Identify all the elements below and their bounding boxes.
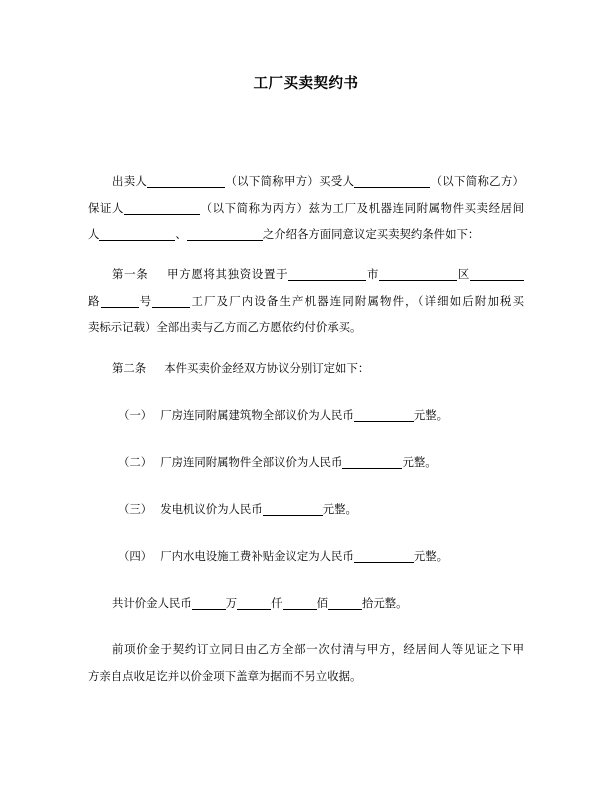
seller-blank[interactable] [147,174,225,188]
item-suffix: 元整。 [413,408,449,422]
item-text: 厂房连同附属物件全部议价为人民币 [160,455,343,469]
total-label: 共计价金人民币 [112,596,192,610]
broker-label: 人 [88,227,100,241]
item-text: 厂房连同附属建筑物全部议价为人民币 [160,408,354,422]
item-number: （三） [118,502,153,516]
price-item-4-line [88,543,524,570]
page-title: 工厂买卖契约书 [253,76,359,92]
article-1-line-3: 卖标示记载）全部出卖与乙方而乙方愿依约付价承买。 [88,320,362,334]
article-1-line-2 [88,288,524,315]
price-item-3 [88,496,524,523]
price-item-2 [88,449,524,476]
article-1-label: 第一条 [112,267,149,281]
district-blank[interactable] [379,267,457,281]
price-item-2-line [88,449,524,476]
guarantor-blank[interactable] [124,201,200,215]
item-suffix: 元整。 [413,549,449,563]
qian-blank[interactable] [237,596,271,610]
payment-line-2: 方亲自点收足讫并以价金项下盖章为据而不另立收据。 [88,668,362,683]
article-1-text: 甲方愿将其独资设置于 [166,267,289,281]
item-2-amount-blank[interactable] [342,455,402,469]
city-blank[interactable] [288,267,366,281]
wan-label: 万 [225,596,238,610]
broker-blank-2[interactable] [187,227,263,241]
number-label: 号 [138,293,153,308]
preamble-line-3 [88,221,524,248]
price-item-1 [88,402,524,429]
article-2-text: 本件买卖价金经双方协议分别订定如下： [164,361,370,375]
article-2 [88,355,524,382]
number-blank[interactable] [152,294,190,308]
payment-line-1: 前项价金于契约订立同日由乙方全部一次付清与甲方，经居间人等见证之下甲 [112,642,524,656]
bai-label: 佰 [316,596,328,610]
preamble [88,168,524,248]
item-4-amount-blank[interactable] [354,549,414,563]
article-2-label: 第二条 [112,361,147,375]
shi-label: 拾元整。 [361,596,408,610]
total-price [88,590,524,617]
article-1 [88,261,524,341]
article-2-line [88,355,524,382]
city-label: 市 [366,267,380,281]
preamble-line-1 [88,168,524,195]
item-suffix: 元整。 [322,502,357,516]
guarantor-label: 保证人 [88,200,124,215]
broker-blank-1[interactable] [99,227,175,241]
item-number: （一） [118,408,153,422]
qian-label: 仟 [271,596,283,610]
article-1-line-1 [88,261,524,288]
district-label: 区 [457,267,470,281]
preamble-text: （以下简称为丙方）兹为工厂及机器连同附属物件买卖经居间 [200,200,524,215]
price-item-1-line [88,402,524,429]
item-text: 发电机议价为人民币 [160,502,263,516]
item-suffix: 元整。 [402,455,437,469]
item-3-amount-blank[interactable] [263,502,323,516]
buyer-label: （以下简称甲方）买受人 [225,174,355,188]
item-number: （四） [118,549,153,563]
preamble-end: 之介绍各方面同意议定买卖契约条件如下： [262,227,480,241]
district-tail-blank[interactable] [470,267,524,281]
shi-blank[interactable] [328,596,362,610]
road-label: 路 [88,293,101,308]
item-1-amount-blank[interactable] [354,408,414,422]
item-text: 厂内水电设施工费补贴金议定为人民币 [160,549,354,563]
item-number: （二） [118,455,153,469]
seller-label: 出卖人 [112,174,148,188]
article-1-text-2: 工厂及厂内设备生产机器连同附属物件，（详细如后附加税买 [190,293,524,308]
road-blank[interactable] [101,294,139,308]
price-item-3-line [88,496,524,523]
buyer-blank[interactable] [354,174,430,188]
buyer-abbr: （以下简称乙方） [430,174,524,188]
preamble-line-2 [88,195,524,222]
wan-blank[interactable] [192,596,226,610]
price-item-4 [88,543,524,570]
bai-blank[interactable] [283,596,317,610]
total-line [88,590,524,617]
payment-clause [88,636,524,689]
separator: 、 [175,227,187,241]
